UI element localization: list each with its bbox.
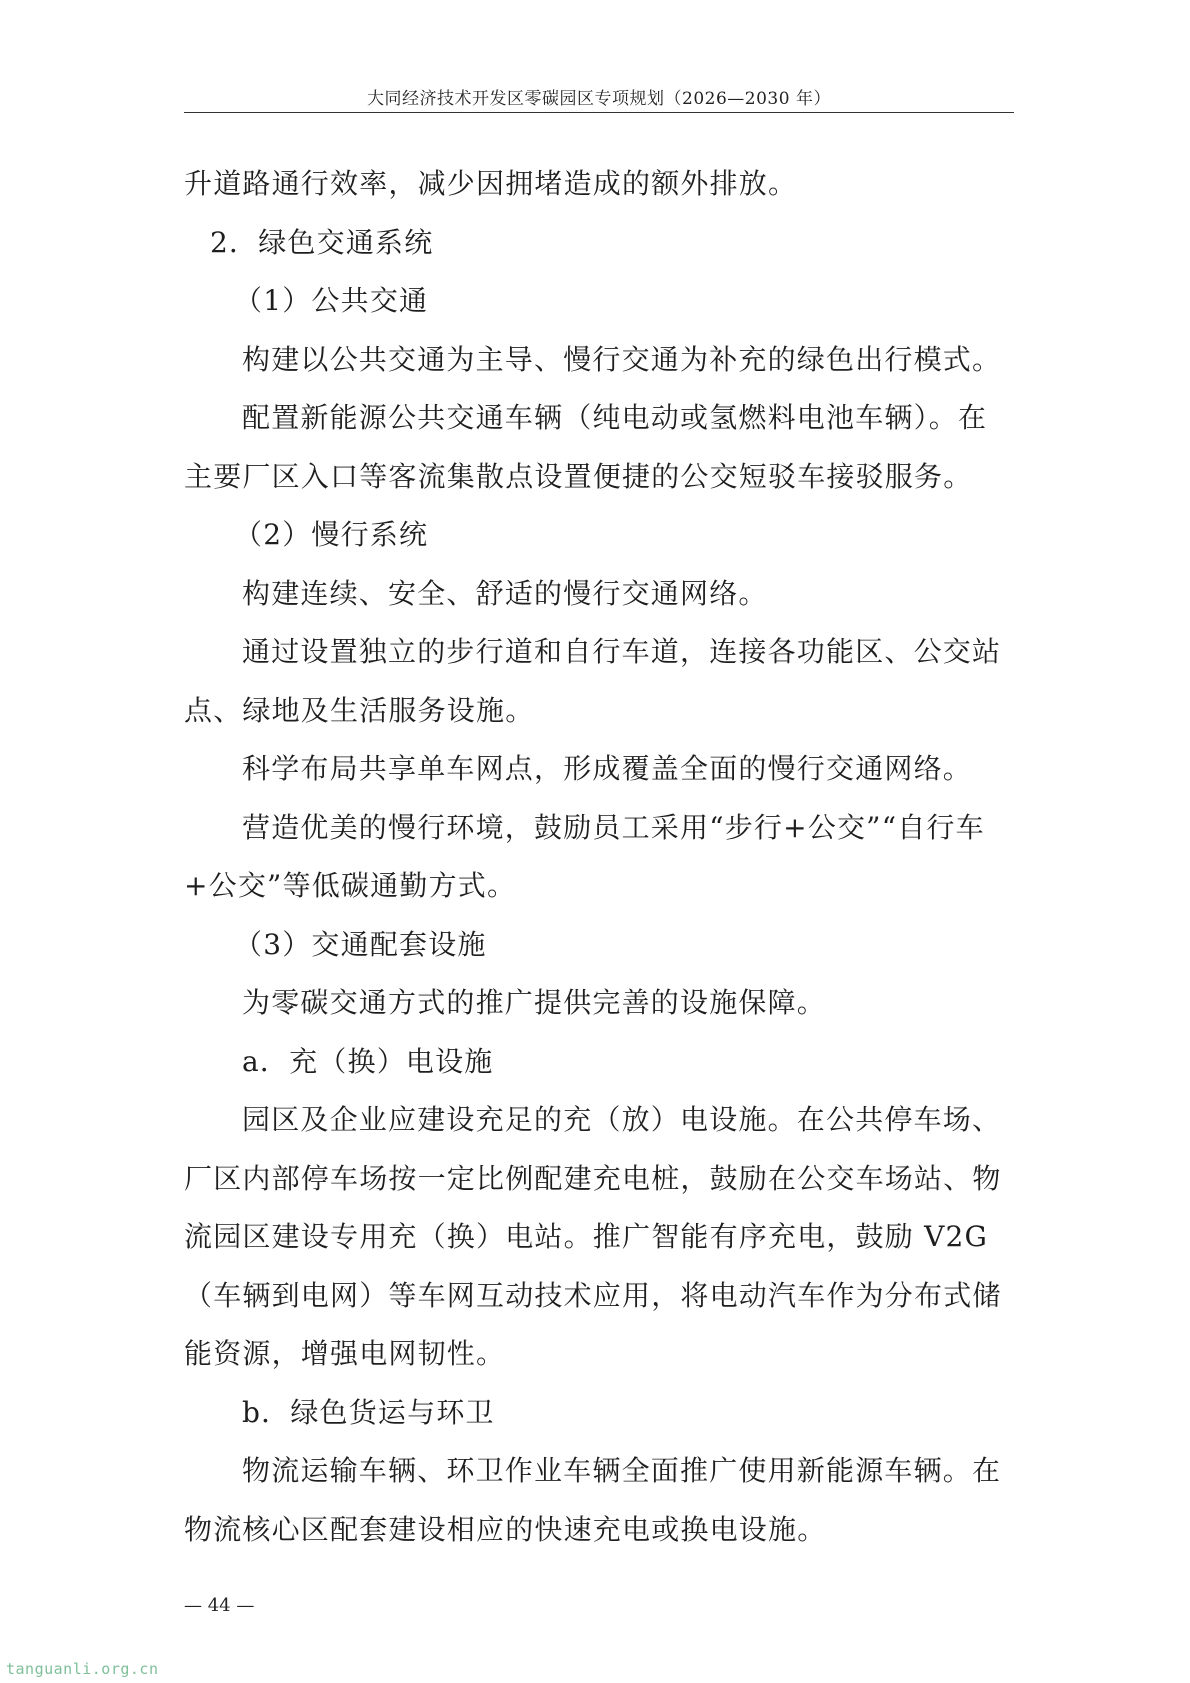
paragraph: 营造优美的慢行环境，鼓励员工采用“步行+公交”“自行车+公交”等低碳通勤方式。	[184, 810, 985, 902]
paragraph: 物流运输车辆、环卫作业车辆全面推广使用新能源车辆。在物流核心区配套建设相应的快速充电或换电设施。	[184, 1454, 1002, 1546]
section-heading: 2．绿色交通系统	[210, 225, 434, 259]
item-heading: a．充（换）电设施	[242, 1044, 494, 1078]
subsection-heading: （3）交通配套设施	[234, 927, 487, 961]
paragraph: 科学布局共享单车网点，形成覆盖全面的慢行交通网络。	[242, 752, 973, 785]
page-number: — 44 —	[184, 1595, 255, 1616]
document-body	[184, 155, 1014, 1559]
header-divider	[184, 112, 1014, 113]
running-header: 大同经济技术开发区零碳园区专项规划（2026—2030 年）	[367, 89, 831, 109]
paragraph: 为零碳交通方式的推广提供完善的设施保障。	[242, 986, 827, 1019]
paragraph: 配置新能源公共交通车辆（纯电动或氢燃料电池车辆）。在主要厂区入口等客流集散点设置便捷的公交短驳车接驳服务。	[184, 401, 988, 493]
subsection-heading: （2）慢行系统	[234, 518, 429, 551]
paragraph: 升道路通行效率，减少因拥堵造成的额外排放。	[184, 167, 798, 200]
paragraph: 构建以公共交通为主导、慢行交通为补充的绿色出行模式。	[242, 342, 1002, 376]
source-watermark: tanguanli.org.cn	[6, 1660, 159, 1678]
paragraph: 通过设置独立的步行道和自行车道，连接各功能区、公交站点、绿地及生活服务设施。	[184, 635, 1002, 727]
subsection-heading: （1）公共交通	[234, 284, 429, 317]
paragraph: 构建连续、安全、舒适的慢行交通网络。	[242, 576, 768, 610]
paragraph: 园区及企业应建设充足的充（放）电设施。在公共停车场、厂区内部停车场按一定比例配建充电桩，鼓励在公交车场站、物流园区建设专用充（换）电站。推广智能有序充电，鼓励 V2G（车辆到电网）等车网互动技术应用，将电动汽车作为分布式储能资源，增强电网韧性。	[184, 1103, 1002, 1370]
item-heading: b．绿色货运与环卫	[242, 1395, 495, 1429]
